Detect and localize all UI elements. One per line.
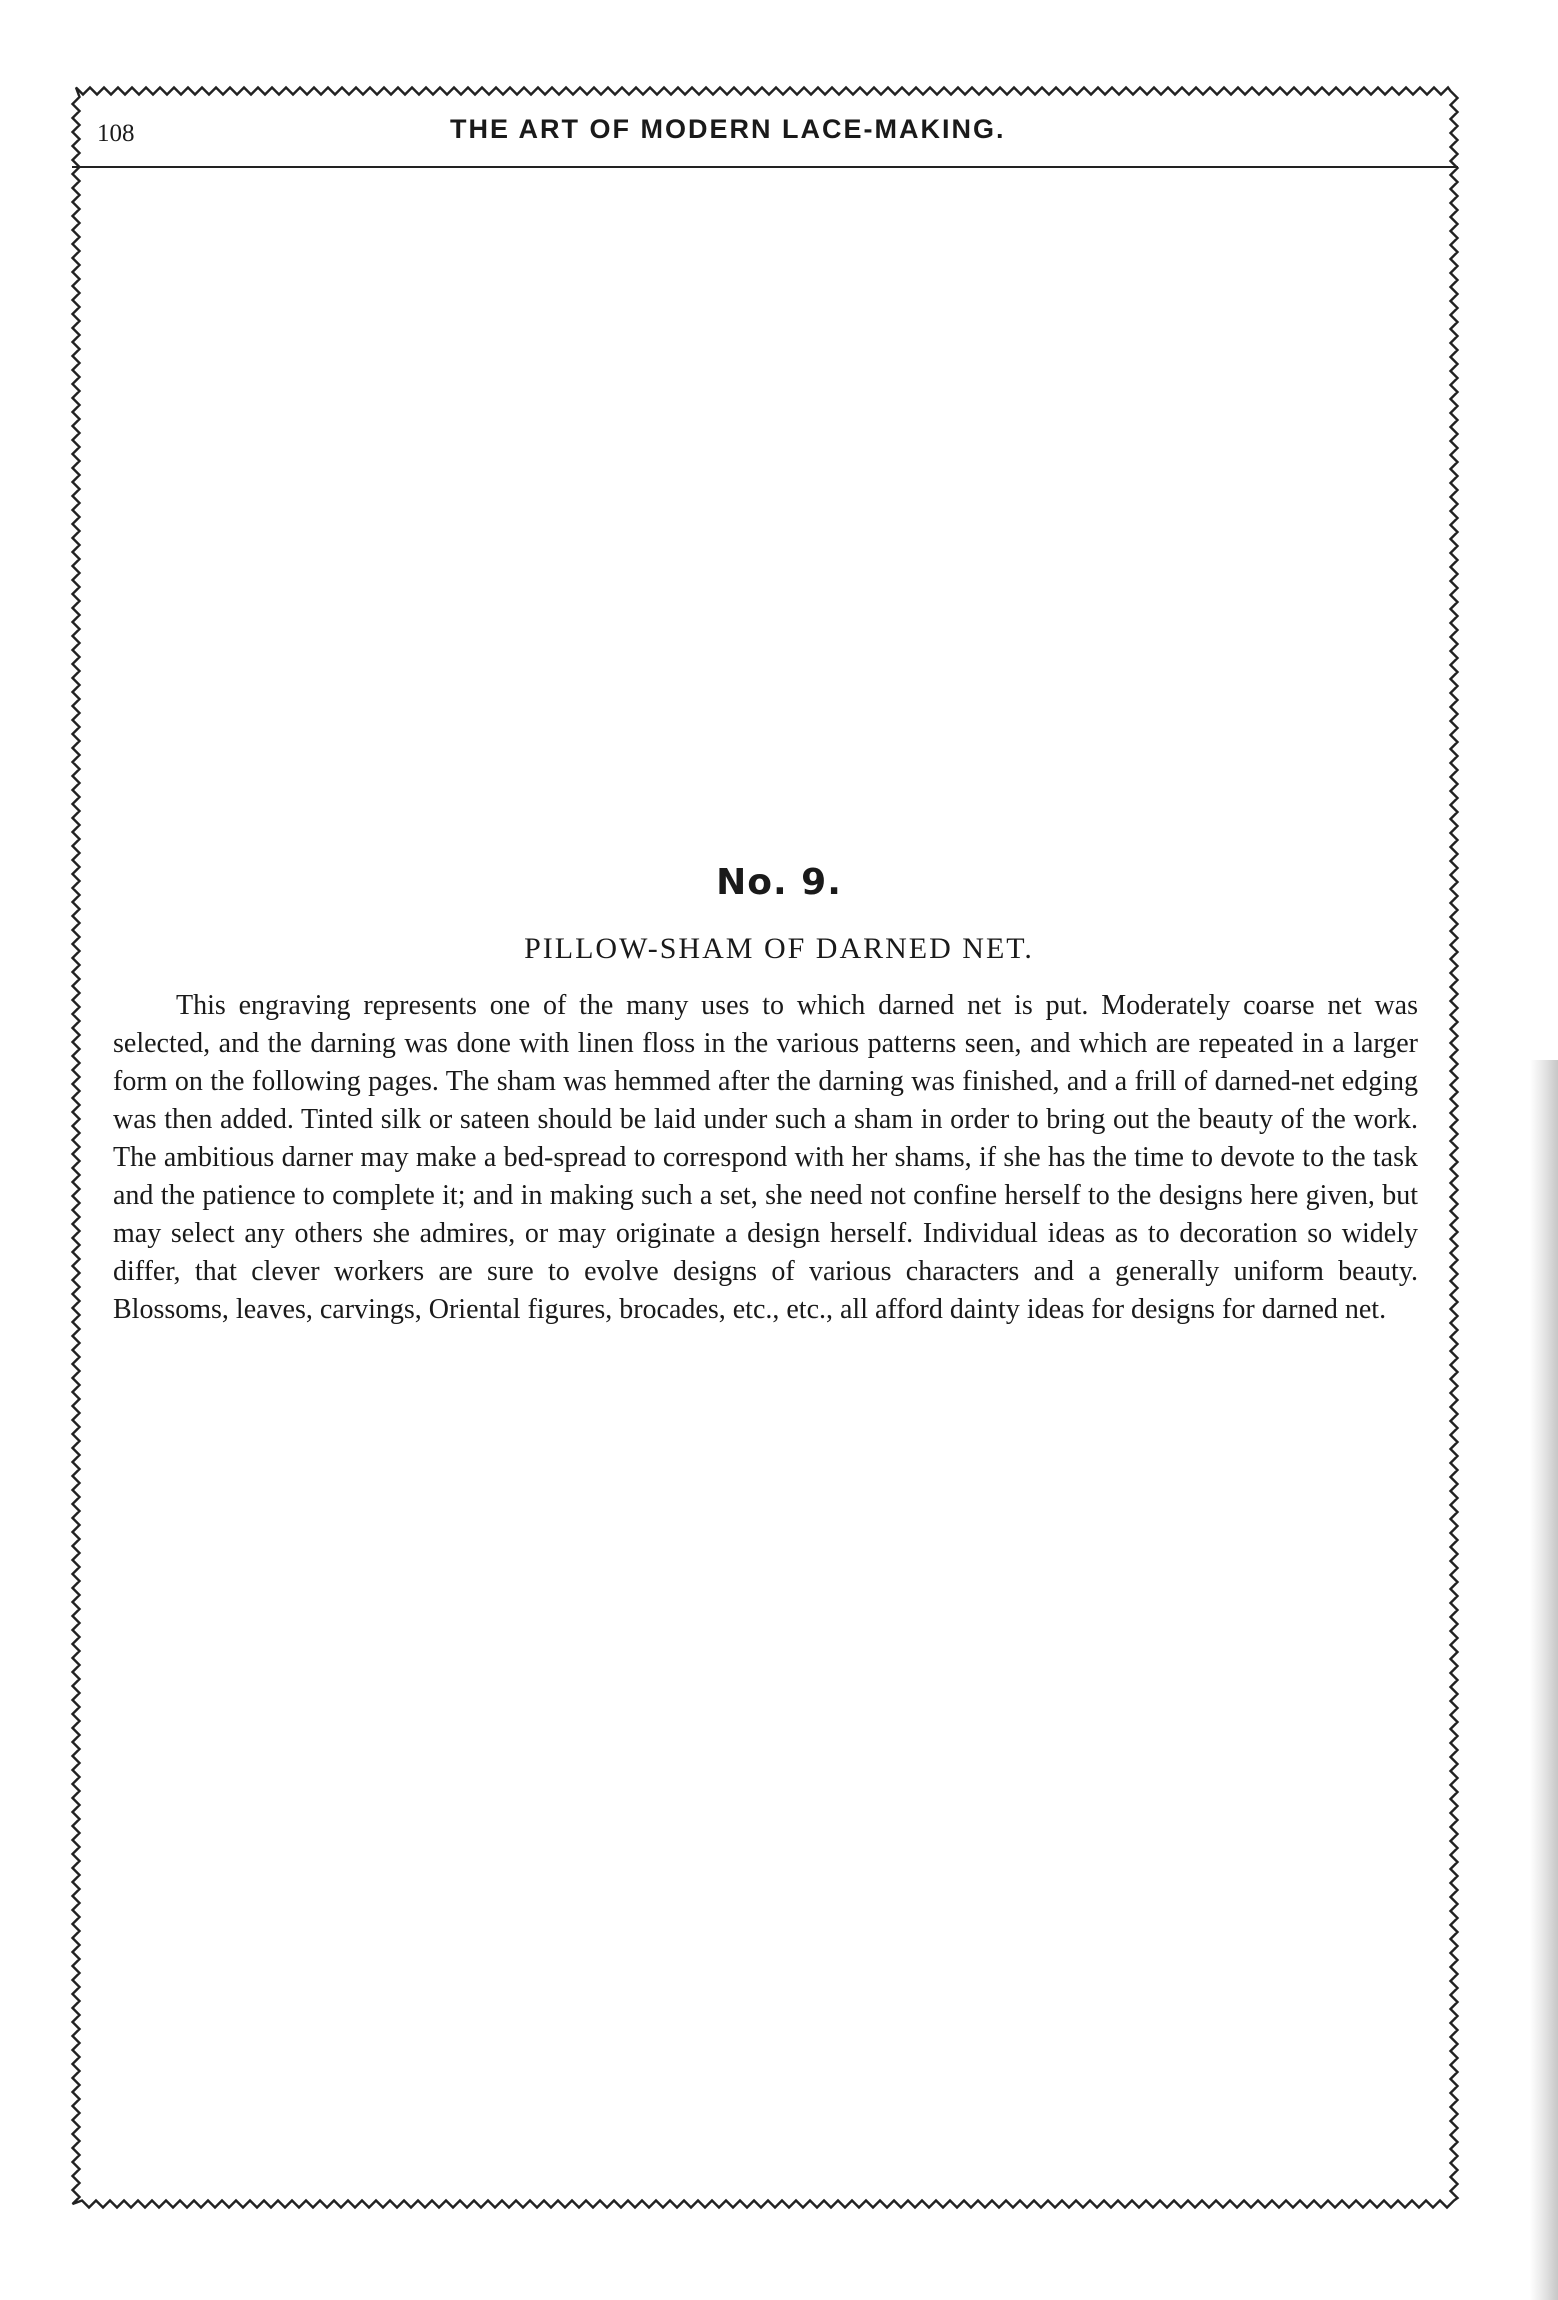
- page-number: 108: [97, 120, 135, 147]
- page-edge-shadow: [1530, 1060, 1558, 2300]
- header-rule: [72, 166, 1458, 168]
- article-title: PILLOW-SHAM OF DARNED NET.: [524, 932, 1034, 965]
- plate-number: No. 9.: [716, 862, 842, 903]
- article-body: This engraving represents one of the many uses to which darned net is put. Moderately coarse net was selected, and the darning was done with linen floss in the various patterns seen, and which are repeated in a larger form on the following pages. The sham was hemmed after the darning was finished, and a frill of darned-net edging was then added. Tinted silk or sateen should be laid under such a sham in order to bring out the beauty of the work. The ambitious darner may make a bed-spread to correspond with her shams, if she has the time to devote to the task and the patience to complete it; and in making such a set, she need not confine herself to the designs here given, but may select any others she admires, or may originate a design herself. Individual ideas as to decoration so widely differ, that clever workers are sure to evolve designs of various characters and a generally uniform beauty. Blossoms, leaves, carvings, Oriental figures, brocades, etc., etc., all afford dainty ideas for designs for darned net.: [113, 990, 1418, 1325]
- running-title: THE ART OF MODERN LACE-MAKING.: [450, 114, 1006, 144]
